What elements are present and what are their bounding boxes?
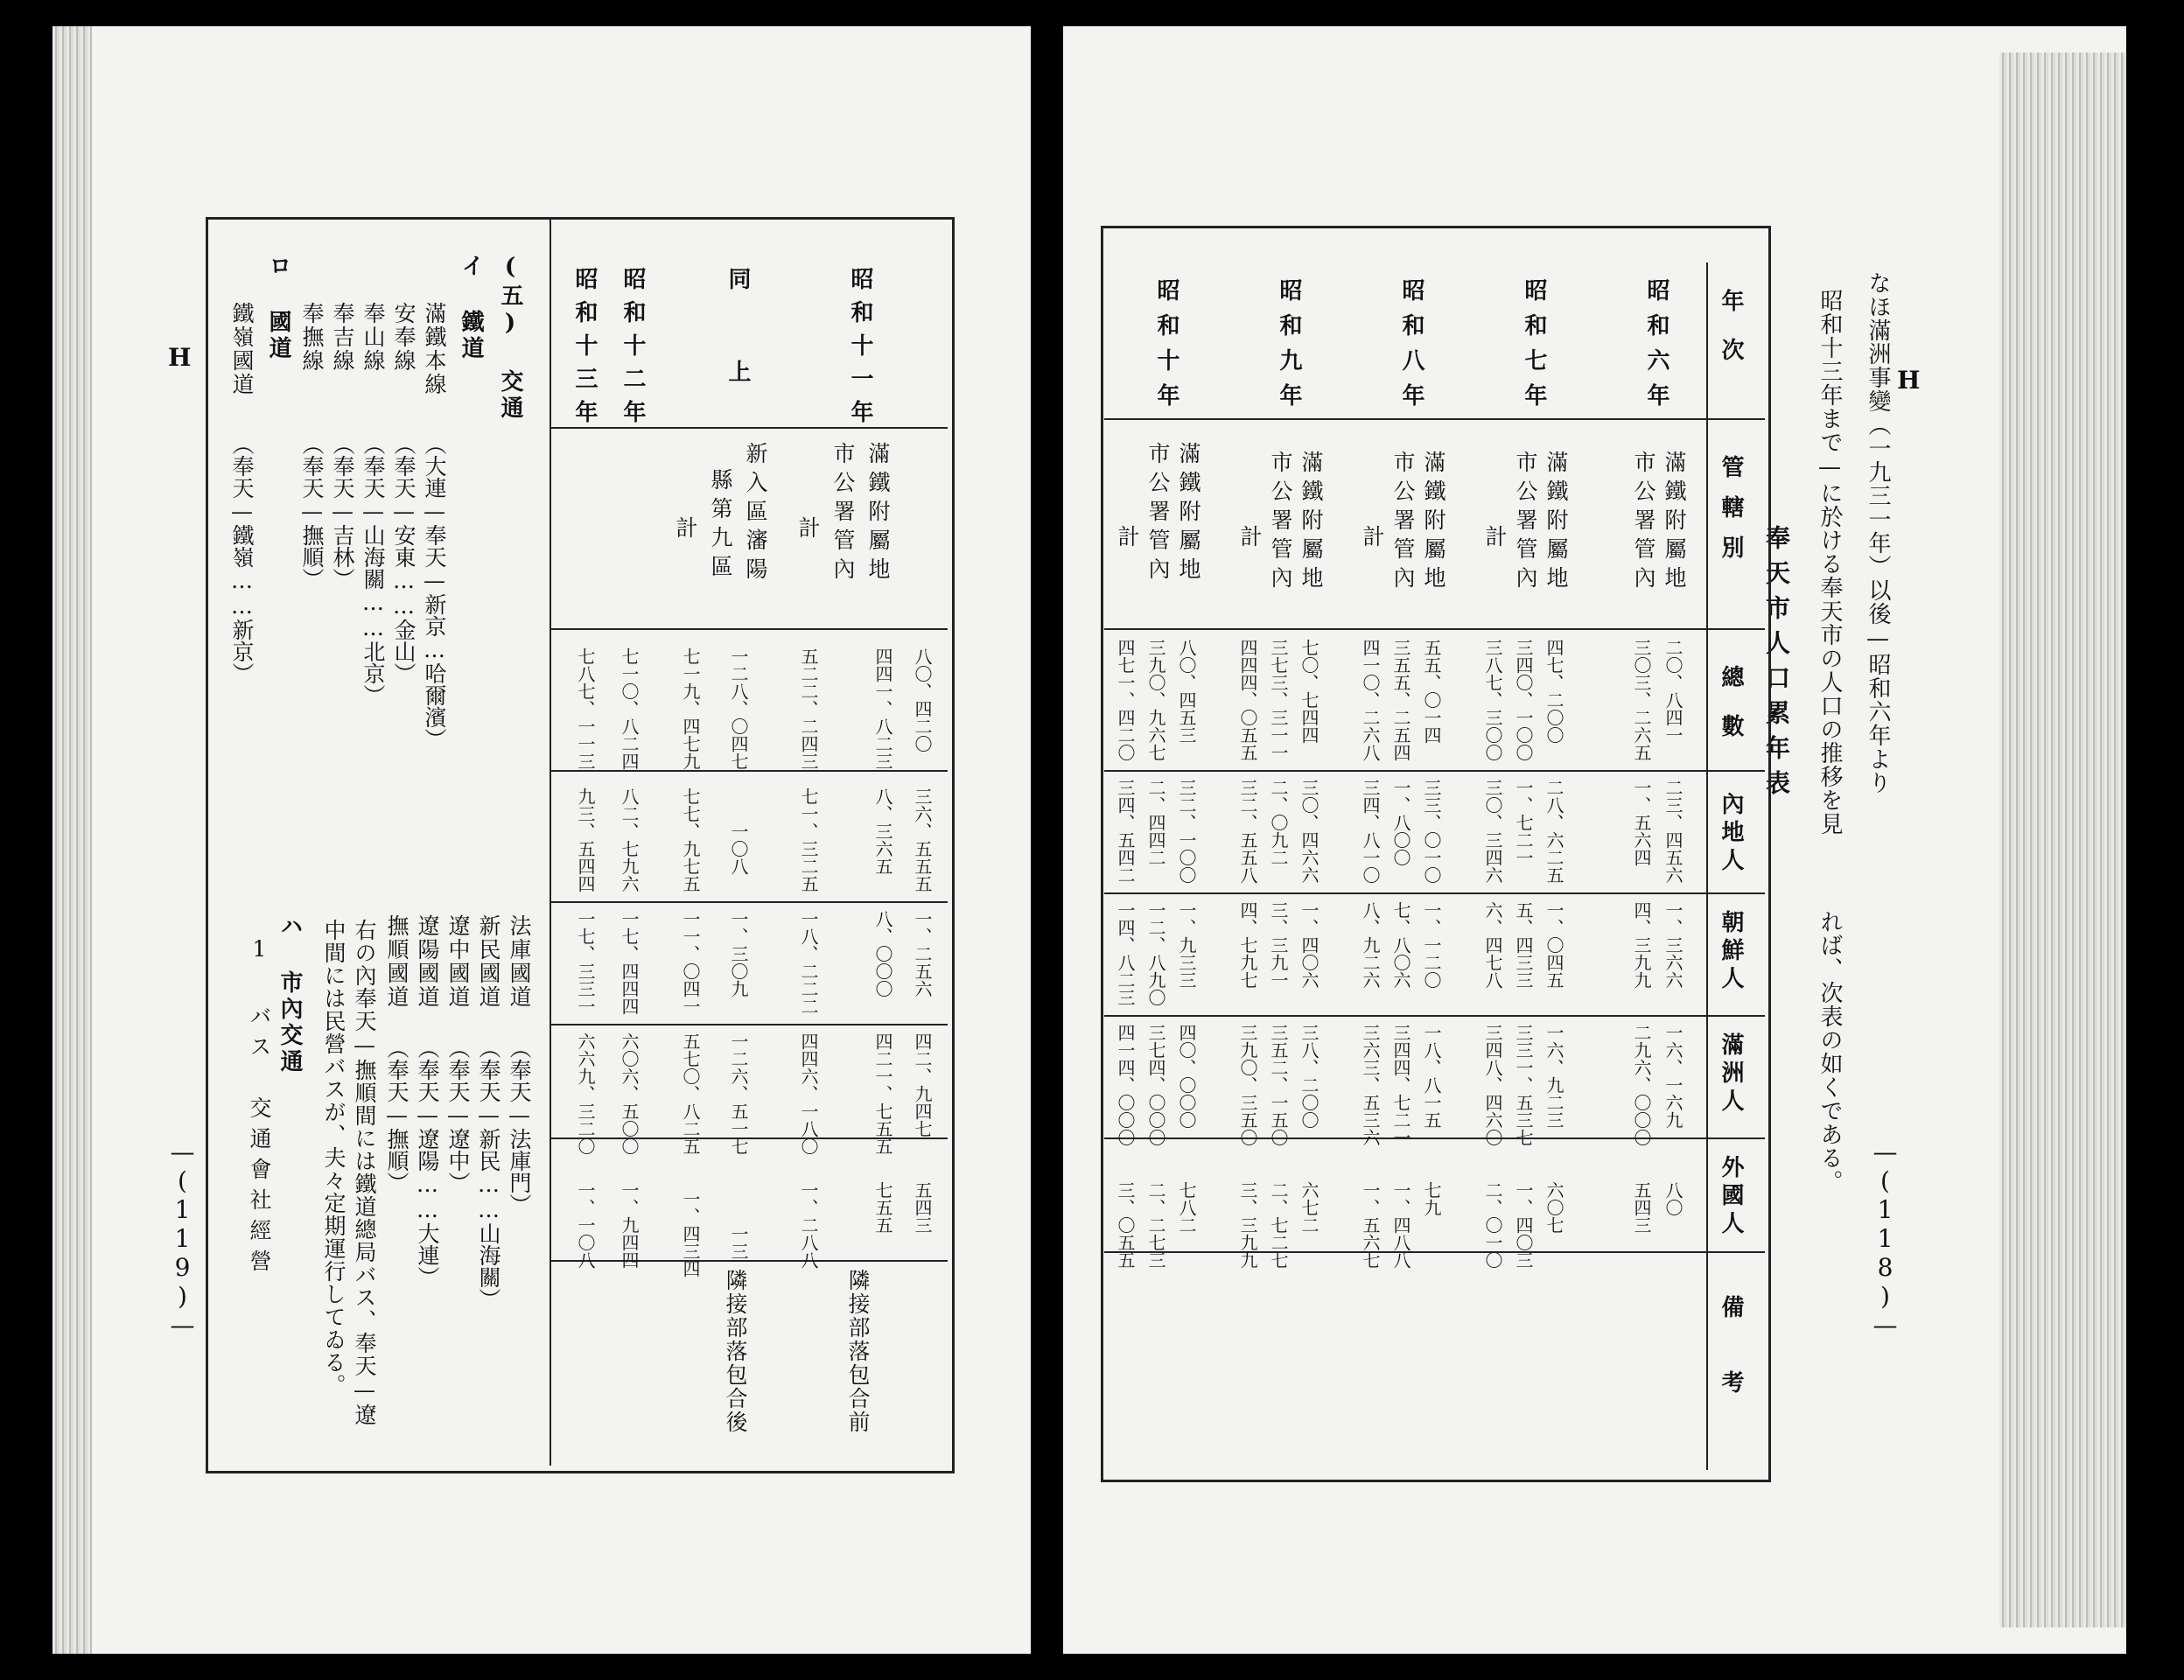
row-year: 同上 <box>724 267 751 452</box>
cell-chosen: 一二、八九〇 <box>1145 901 1166 1006</box>
rail-line-route: （奉天—安東……金山） <box>391 433 416 684</box>
cell-gaikoku: 一、二八八 <box>798 1181 819 1269</box>
road-name: 法庫國道 <box>507 914 532 1009</box>
rule-naichi <box>550 901 948 903</box>
cell-manshu: 四四六、一八〇 <box>798 1032 819 1155</box>
cell-naichi: 三二、五五八 <box>1237 779 1258 884</box>
cell-total: 四七、二〇〇 <box>1544 639 1564 744</box>
cell-naichi: 一〇八 <box>728 822 749 875</box>
cell-manshu: 一二六、五一七 <box>728 1032 749 1155</box>
cell-chosen: 一、三六六 <box>1662 901 1684 989</box>
col-header-manshu: 滿洲人 <box>1718 1032 1744 1116</box>
cell-total: 八〇、四五三 <box>1176 639 1197 744</box>
cell-chosen: 一一、〇四一 <box>680 910 701 1015</box>
col-header-total: 總數 <box>1718 665 1744 763</box>
rule-jurisdiction <box>1104 628 1765 630</box>
cell-manshu: 一六、九二三 <box>1544 1024 1564 1129</box>
bus-paragraph-line-2: 中間には民營バスが、夫々定期運行してゐる。 <box>321 919 346 1396</box>
row-jurisdiction: 計 <box>1115 525 1140 547</box>
row-jurisdiction: 滿鐵附屬地 <box>1298 451 1324 595</box>
intro-line-3: れば、次表の如くである。 <box>1816 910 1843 1194</box>
cell-gaikoku: 一、一〇八 <box>575 1181 596 1269</box>
cell-manshu: 四二一、七五五 <box>872 1032 893 1155</box>
cell-total: 七〇、七四四 <box>1298 639 1320 744</box>
cell-manshu: 三九〇、三五〇 <box>1237 1024 1258 1146</box>
cell-gaikoku: 三、三九九 <box>1237 1181 1258 1269</box>
cell-chosen: 一七、四四四 <box>619 910 640 1015</box>
cell-manshu: 四〇、〇〇〇 <box>1176 1024 1197 1129</box>
row-jurisdiction: 滿鐵附屬地 <box>1662 451 1687 595</box>
cell-gaikoku: 八〇 <box>1662 1181 1684 1216</box>
left-page-number: —(119)— <box>168 1138 197 1340</box>
rail-line-route: （奉天—吉林） <box>330 433 355 590</box>
cell-naichi: 七一、三二五 <box>798 788 819 892</box>
cell-chosen: 一四、八二三 <box>1115 901 1136 1006</box>
rail-line-route: （奉天—山海關……北京） <box>360 433 386 706</box>
road-route: （奉天—遼中） <box>445 1037 471 1194</box>
row-year: 昭和十一年 <box>847 267 873 433</box>
cell-manshu: 三五二、一五〇 <box>1268 1024 1289 1146</box>
cell-gaikoku: 五四三 <box>912 1181 933 1234</box>
rail-line-route: （大連—奉天—新京…哈爾濱） <box>422 433 447 750</box>
section-title: (五) 交通 <box>497 254 523 422</box>
cell-manshu: 二九六、〇〇〇 <box>1631 1024 1652 1146</box>
row-jurisdiction: 計 <box>1360 525 1385 547</box>
table-title: 奉天市人口累年表 <box>1762 525 1791 805</box>
rail-line-name: 滿鐵本線 <box>422 302 447 396</box>
cell-manshu: 三六三、五三六 <box>1360 1024 1381 1146</box>
cell-total: 四一〇、二六八 <box>1360 639 1381 761</box>
cell-gaikoku: 三、〇五五 <box>1115 1181 1136 1269</box>
row-jurisdiction: 滿鐵附屬地 <box>865 442 891 586</box>
right-page-number: —(118)— <box>1871 1138 1900 1340</box>
row-jurisdiction: 市公署管內 <box>1268 451 1293 595</box>
rail-line-name: 奉吉線 <box>330 302 355 373</box>
cell-total: 四七一、四二〇 <box>1115 639 1136 761</box>
cell-total: 七一九、四七九 <box>680 648 701 770</box>
cell-total: 三四〇、一〇〇 <box>1513 639 1534 761</box>
cell-gaikoku: 五四三 <box>1631 1181 1652 1234</box>
row-jurisdiction: 計 <box>795 516 821 538</box>
road-route: （奉天—遼陽……大連） <box>415 1037 440 1288</box>
cell-naichi: 三〇、四六六 <box>1298 779 1320 884</box>
rule-jurisdiction <box>550 628 948 630</box>
intro-line-1: なほ滿洲事變（一九三一年）以後—昭和六年より <box>1865 271 1891 794</box>
cell-manshu: 三三一、五三七 <box>1513 1024 1534 1146</box>
table-left-rule <box>550 219 551 1466</box>
intro-line-2: 昭和十三年まで—に於ける奉天市の人口の推移を見 <box>1816 289 1843 836</box>
rail-line-route: （奉天—撫順） <box>299 433 325 590</box>
cell-naichi: 三四、八一〇 <box>1360 779 1381 884</box>
rail-line-name: 奉山線 <box>360 302 386 373</box>
left-page-edge <box>52 26 92 1654</box>
rule-manshu <box>1104 1138 1765 1139</box>
row-jurisdiction: 計 <box>673 516 698 538</box>
rule-total <box>550 770 948 772</box>
cell-total: 二〇、八四一 <box>1662 639 1684 744</box>
cell-chosen: 一、一二〇 <box>1421 901 1442 989</box>
row-jurisdiction: 縣第九區 <box>708 468 733 584</box>
cell-manshu: 四一四、〇〇〇 <box>1115 1024 1136 1146</box>
cell-gaikoku: 一、四〇三 <box>1513 1181 1534 1269</box>
cell-naichi: 七七、九七五 <box>680 788 701 892</box>
rule-gaikoku <box>1104 1251 1765 1253</box>
rail-line-name: 安奉線 <box>391 302 416 373</box>
row-jurisdiction: 市公署管內 <box>1145 442 1171 586</box>
cell-chosen: 一、三〇九 <box>728 910 749 998</box>
row-remarks: 隣接部落包合後 <box>723 1269 748 1434</box>
subsection-city-transport: ハ 市內交通 <box>276 914 303 1075</box>
right-header-marker: H <box>1897 366 1921 395</box>
cell-chosen: 一八、二二二 <box>798 910 819 1015</box>
cell-manshu: 四二、九四七 <box>912 1032 933 1138</box>
cell-manshu: 三七四、〇〇〇 <box>1145 1024 1166 1146</box>
right-page-edge <box>1999 52 2126 1628</box>
cell-naichi: 三二、一〇〇 <box>1176 779 1197 884</box>
cell-chosen: 八、九二六 <box>1360 901 1381 989</box>
road-route: （奉天—法庫門） <box>507 1037 532 1215</box>
row-year: 昭和十二年 <box>620 267 646 433</box>
cell-gaikoku: 七九 <box>1421 1181 1442 1216</box>
cell-chosen: 一七、三三一 <box>575 910 596 1015</box>
col-header-remarks: 備考 <box>1718 1295 1744 1446</box>
cell-naichi: 三四、五四二 <box>1115 779 1136 884</box>
cell-gaikoku: 六七二 <box>1298 1181 1320 1234</box>
road-route: （奉天—撫順） <box>384 1037 410 1194</box>
rule-naichi <box>1104 892 1765 894</box>
row-jurisdiction: 滿鐵附屬地 <box>1544 451 1569 595</box>
table-header-rule <box>1706 262 1708 1470</box>
cell-chosen: 六、四七八 <box>1482 901 1503 989</box>
cell-naichi: 三三、〇一〇 <box>1421 779 1442 884</box>
cell-gaikoku: 一、九四四 <box>619 1181 640 1269</box>
row-jurisdiction: 計 <box>1237 525 1263 547</box>
cell-manshu: 六〇六、五〇〇 <box>619 1032 640 1155</box>
cell-chosen: 八、〇〇〇 <box>872 910 893 998</box>
cell-total: 三七三、三一一 <box>1268 639 1289 761</box>
cell-naichi: 八、三六五 <box>872 788 893 875</box>
cell-manshu: 三四四、七二一 <box>1390 1024 1411 1146</box>
cell-gaikoku: 一、四八八 <box>1390 1181 1411 1269</box>
cell-total: 七八七、一一三 <box>575 648 596 770</box>
row-jurisdiction: 市公署管內 <box>1631 451 1656 595</box>
col-header-chosen: 朝鮮人 <box>1718 910 1744 994</box>
left-header-marker: H <box>168 343 192 372</box>
cell-manshu: 一八、八一五 <box>1421 1024 1442 1129</box>
rule-gaikoku <box>550 1260 948 1262</box>
cell-chosen: 一、四〇六 <box>1298 901 1320 989</box>
cell-naichi: 二八、六二五 <box>1544 779 1564 884</box>
cell-gaikoku: 七八二 <box>1176 1181 1197 1234</box>
bus-item: 1 バス 交通會社經營 <box>247 936 272 1280</box>
cell-total: 一二八、〇四七 <box>728 648 749 770</box>
road-name: 鐵嶺國道 <box>229 302 255 396</box>
cell-total: 三九〇、九六七 <box>1145 639 1166 761</box>
rail-line-name: 奉撫線 <box>299 302 325 373</box>
road-route: （奉天—鐵嶺……新京） <box>229 433 255 684</box>
cell-manshu: 三四八、四六〇 <box>1482 1024 1503 1146</box>
cell-naichi: 二、四四二 <box>1145 779 1166 866</box>
rule-chosen <box>550 1024 948 1026</box>
cell-chosen: 五、四三三 <box>1513 901 1534 989</box>
row-jurisdiction: 市公署管內 <box>1513 451 1538 595</box>
road-name: 遼陽國道 <box>415 914 440 1009</box>
bus-paragraph-line-1: 右の內奉天—撫順間には鐵道總局バス、奉天—遼 <box>352 919 377 1426</box>
subsection-railways: イ 鐵道 <box>458 254 484 362</box>
row-remarks: 隣接部落包合前 <box>845 1269 871 1434</box>
cell-naichi: 三六、五五五 <box>912 788 933 892</box>
cell-total: 四四一、八二三 <box>872 648 893 770</box>
cell-chosen: 一、〇四五 <box>1544 901 1564 989</box>
cell-total: 五二二、二四三 <box>798 648 819 770</box>
cell-chosen: 一、二五六 <box>912 910 933 998</box>
cell-gaikoku: 一三 <box>728 1225 749 1260</box>
cell-naichi: 八二、七九六 <box>619 788 640 892</box>
row-year: 昭和十年 <box>1153 278 1180 418</box>
cell-naichi: 二三、四五六 <box>1662 779 1684 884</box>
road-name: 新民國道 <box>476 914 501 1009</box>
cell-gaikoku: 二、二七三 <box>1145 1181 1166 1269</box>
cell-chosen: 七、八〇六 <box>1390 901 1411 989</box>
cell-total: 四四四、〇五五 <box>1237 639 1258 761</box>
cell-naichi: 一、八〇〇 <box>1390 779 1411 866</box>
col-header-jurisdiction: 管轄別 <box>1718 455 1744 576</box>
cell-gaikoku: 二、七二七 <box>1268 1181 1289 1269</box>
cell-total: 八〇、四二〇 <box>912 648 933 752</box>
row-year: 昭和六年 <box>1643 278 1670 418</box>
cell-manshu: 三八、二〇〇 <box>1298 1024 1320 1129</box>
road-name: 撫順國道 <box>384 914 410 1009</box>
cell-naichi: 一、七二一 <box>1513 779 1534 866</box>
rule-year <box>1104 418 1765 420</box>
row-jurisdiction: 新入區瀋陽 <box>743 442 768 586</box>
cell-chosen: 三、三九一 <box>1268 901 1289 989</box>
cell-naichi: 三〇、三四六 <box>1482 779 1503 884</box>
row-jurisdiction: 滿鐵附屬地 <box>1421 451 1446 595</box>
cell-total: 三〇三、二六五 <box>1631 639 1652 761</box>
cell-manshu: 六六九、三二〇 <box>575 1032 596 1155</box>
rule-total <box>1104 770 1765 772</box>
cell-gaikoku: 七五五 <box>872 1181 893 1234</box>
cell-total: 七一〇、八二四 <box>619 648 640 770</box>
cell-gaikoku: 二、〇一〇 <box>1482 1181 1503 1269</box>
cell-gaikoku: 一、四三四 <box>680 1190 701 1278</box>
col-header-naichi: 內地人 <box>1718 792 1744 876</box>
row-year: 昭和九年 <box>1276 278 1302 418</box>
cell-chosen: 四、三九九 <box>1631 901 1652 989</box>
rule-chosen <box>1104 1015 1765 1017</box>
cell-total: 三五五、二五四 <box>1390 639 1411 761</box>
row-year: 昭和七年 <box>1521 278 1547 418</box>
cell-total: 三八七、三〇〇 <box>1482 639 1503 761</box>
cell-chosen: 一、九三三 <box>1176 901 1197 989</box>
cell-naichi: 一、五六四 <box>1631 779 1652 866</box>
road-name: 遼中國道 <box>445 914 471 1009</box>
cell-chosen: 四、七九七 <box>1237 901 1258 989</box>
cell-manshu: 一六、一六九 <box>1662 1024 1684 1129</box>
cell-manshu: 五七〇、八二五 <box>680 1032 701 1155</box>
cell-total: 五五、〇一四 <box>1421 639 1442 744</box>
row-jurisdiction: 計 <box>1482 525 1508 547</box>
cell-gaikoku: 一、五六七 <box>1360 1181 1381 1269</box>
col-header-gaikoku: 外國人 <box>1718 1155 1744 1239</box>
row-jurisdiction: 滿鐵附屬地 <box>1176 442 1201 586</box>
cell-gaikoku: 六〇七 <box>1544 1181 1564 1234</box>
cell-naichi: 二、〇九二 <box>1268 779 1289 866</box>
row-jurisdiction: 市公署管內 <box>830 442 856 586</box>
row-year: 昭和八年 <box>1398 278 1424 418</box>
road-route: （奉天—新民……山海關） <box>476 1037 501 1310</box>
row-year: 昭和十三年 <box>571 267 598 433</box>
cell-naichi: 九三、五四四 <box>575 788 596 892</box>
subsection-national-roads: ロ 國道 <box>265 254 291 362</box>
row-jurisdiction: 市公署管內 <box>1390 451 1416 595</box>
col-header-year: 年次 <box>1718 289 1744 387</box>
